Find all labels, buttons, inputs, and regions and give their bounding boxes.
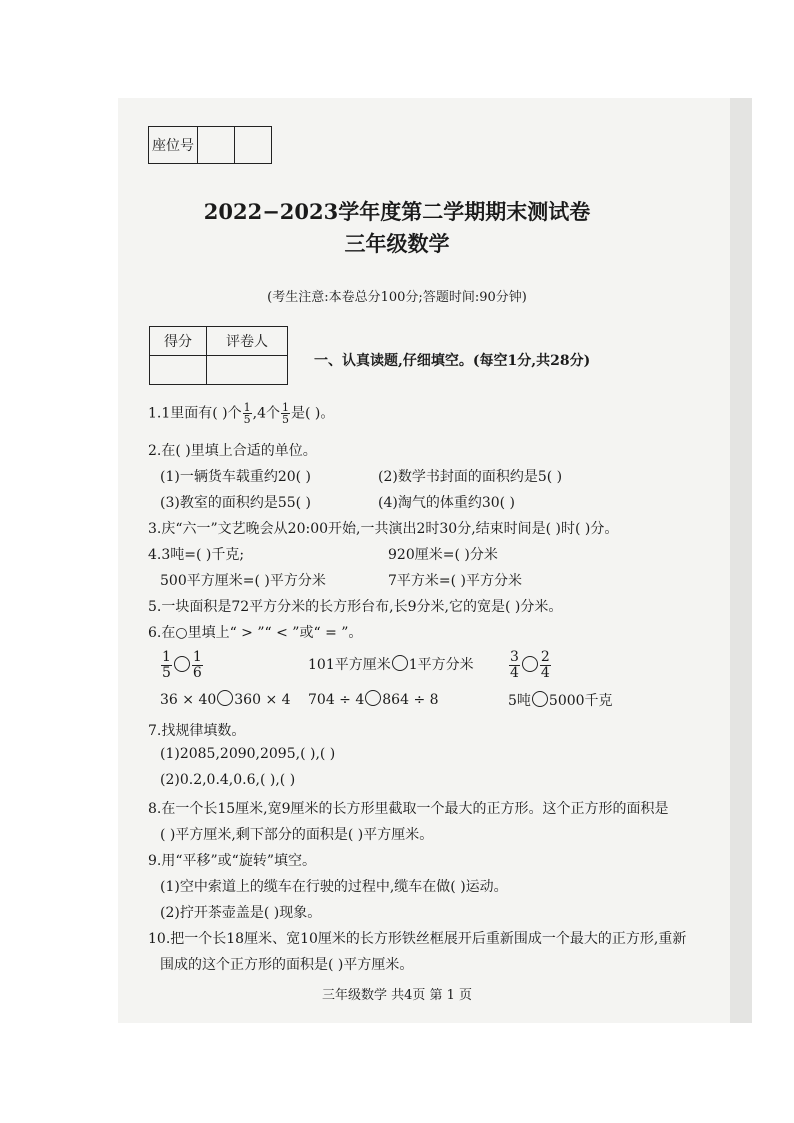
question-text: 1.1里面有( )个	[148, 405, 242, 422]
fraction-numerator: 1	[192, 649, 202, 665]
grader-cell	[207, 356, 288, 385]
exam-title: 2022−2023学年度第二学期期末测试卷	[203, 199, 591, 224]
compare-item-4	[160, 690, 291, 708]
question-7-part-2: (2)0.2,0.4,0.6,( ),( )	[160, 772, 296, 788]
question-9-part-1: (1)空中索道上的缆车在行驶的过程中,缆车在做( )运动。	[160, 879, 508, 895]
question-4-b: 920厘米=( )分米	[388, 547, 498, 563]
exam-subtitle: 三年级数学	[344, 231, 450, 256]
compare-left: 101平方厘米	[308, 657, 391, 673]
compare-left: 36 × 40	[160, 692, 217, 708]
exam-notice: (考生注意:本卷总分100分;答题时间:90分钟)	[267, 290, 527, 305]
question-8-line-2: ( )平方厘米,剩下部分的面积是( )平方厘米。	[160, 827, 434, 843]
page-footer: 三年级数学 共4页 第 1 页	[321, 988, 473, 1003]
question-8-line-1: 8.在一个长15厘米,宽9厘米的长方形里截取一个最大的正方形。这个正方形的面积是	[148, 801, 669, 817]
fraction	[540, 650, 551, 681]
score-header: 得分	[150, 327, 207, 356]
score-table	[149, 326, 288, 385]
seat-number-label: 座位号	[149, 127, 198, 163]
question-5: 5.一块面积是72平方分米的长方形台布,长9分米,它的宽是( )分米。	[148, 599, 563, 615]
fraction	[192, 650, 203, 681]
question-2-part-2: (2)数学书封面的面积约是5( )	[378, 469, 563, 485]
compare-circle	[532, 691, 548, 707]
seat-number-cell	[235, 127, 271, 163]
fraction-denominator: 5	[243, 413, 251, 426]
compare-circle	[365, 690, 381, 706]
fraction-denominator: 5	[282, 413, 289, 426]
fraction-numerator: 2	[540, 649, 550, 665]
fraction-denominator: 6	[192, 665, 202, 681]
grader-header: 评卷人	[207, 327, 288, 356]
question-4-d: 7平方米=( )平方分米	[388, 573, 523, 589]
question-2-part-1: (1)一辆货车载重约20( )	[160, 469, 312, 485]
fraction-numerator: 1	[282, 401, 289, 414]
question-4-c: 500平方厘米=( )平方分米	[160, 573, 326, 589]
fraction-numerator: 3	[510, 649, 519, 665]
compare-right: 360 × 4	[234, 692, 291, 708]
question-9-part-2: (2)拧开茶壶盖是( )现象。	[160, 905, 322, 921]
question-3: 3.庆“六一”文艺晚会从20:00开始,一共演出2时30分,结束时间是( )时( )分。	[148, 521, 619, 537]
question-10-line-2: 围成的这个正方形的面积是( )平方厘米。	[160, 957, 414, 973]
seat-number-box	[148, 126, 272, 164]
compare-left: 5吨	[508, 693, 531, 709]
compare-right: 1平方分米	[408, 657, 474, 673]
compare-left: 704 ÷ 4	[308, 692, 365, 708]
compare-circle	[174, 656, 190, 672]
question-1	[148, 402, 334, 425]
question-2-part-4: (4)淘气的体重约30( )	[378, 495, 516, 511]
compare-item-2	[308, 654, 474, 674]
question-9-stem: 9.用“平移”或“旋转”填空。	[148, 853, 316, 869]
seat-number-cell	[198, 127, 235, 163]
compare-item-1	[160, 650, 204, 681]
section-title: 一、认真读题,仔细填空。(每空1分,共28分)	[314, 353, 591, 369]
compare-item-6	[508, 690, 613, 710]
compare-right: 864 ÷ 8	[382, 692, 439, 708]
fraction	[509, 650, 520, 681]
fraction	[243, 402, 252, 425]
question-7-stem: 7.找规律填数。	[148, 723, 246, 739]
question-10-line-1: 10.把一个长18厘米、宽10厘米的长方形铁丝框展开后重新围成一个最大的正方形,重新	[148, 931, 687, 947]
question-text: ,4个	[252, 405, 280, 422]
question-2-stem: 2.在( )里填上合适的单位。	[148, 443, 317, 459]
fraction	[161, 650, 172, 681]
compare-circle	[217, 690, 233, 706]
fraction-denominator: 4	[510, 665, 519, 681]
fraction-denominator: 4	[540, 665, 550, 681]
score-cell	[150, 356, 207, 385]
question-text: 是( )。	[291, 405, 335, 422]
question-7-part-1: (1)2085,2090,2095,( ),( )	[160, 746, 336, 762]
question-4-a: 4.3吨=( )千克;	[148, 547, 245, 563]
compare-item-5	[308, 690, 439, 708]
compare-circle	[522, 656, 538, 672]
question-2-part-3: (3)教室的面积约是55( )	[160, 495, 312, 511]
fraction-numerator: 1	[162, 649, 171, 665]
fraction	[281, 402, 290, 425]
fraction-numerator: 1	[243, 401, 251, 414]
compare-right: 5000千克	[548, 693, 613, 709]
compare-circle	[392, 655, 408, 671]
fraction-denominator: 5	[162, 665, 171, 681]
compare-item-3	[508, 650, 552, 681]
question-6-stem: 6.在○里填上“ > ”“ < ”或“ = ”。	[148, 625, 363, 641]
